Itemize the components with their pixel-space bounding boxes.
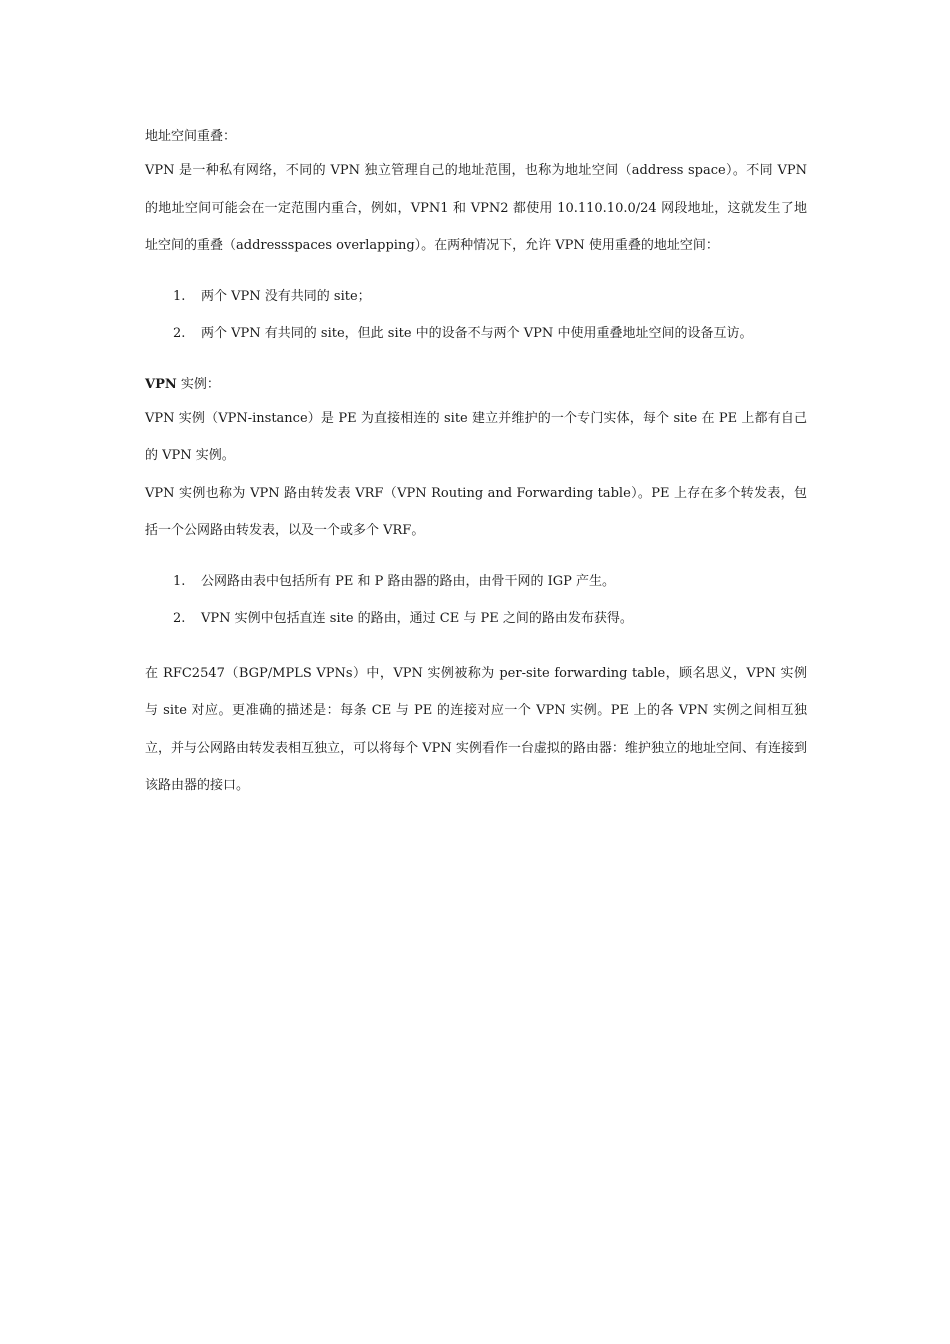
list-number: 2. xyxy=(173,326,186,341)
heading-bold-text: VPN xyxy=(145,376,177,392)
paragraph-vpn-instance: VPN 实例（VPN-instance）是 PE 为直接相连的 site 建立并维护的一个专门实体，每个 site 在 PE 上都有自己的 VPN 实例。 xyxy=(145,410,807,463)
section-heading-address-overlap xyxy=(145,122,807,152)
list-item xyxy=(145,600,807,638)
list-item xyxy=(145,278,807,316)
section-heading-vpn-instance xyxy=(145,370,807,400)
list-item xyxy=(145,315,807,353)
heading-text: 地址空间重叠： xyxy=(145,129,237,144)
list-item xyxy=(145,563,807,601)
heading-text: 实例： xyxy=(176,376,220,392)
paragraph-rfc2547: 在 RFC2547（BGP/MPLS VPNs）中，VPN 实例被称为 per-site forwarding table，顾名思义，VPN 实例与 site 对应。更准确的描述是：每条 CE 与 PE 的连接对应一个 VPN 实例。PE 上的各 VPN 实例之间相互独立，并与公网路由转发表相互独立，可以将每个 VPN 实例看作一台虚拟的路由器：维护独立的地址空间、有连接到该路由器的接口。 xyxy=(145,665,807,793)
list-number: 2. xyxy=(173,611,186,626)
list-number: 1. xyxy=(173,573,186,589)
paragraph-vrf: VPN 实例也称为 VPN 路由转发表 VRF（VPN Routing and Forwarding table）。PE 上存在多个转发表，包括一个公网路由转发表，以及一个或多个 VRF。 xyxy=(145,485,807,538)
list-text: 两个 VPN 有共同的 site，但此 site 中的设备不与两个 VPN 中使用重叠地址空间的设备互访。 xyxy=(201,326,753,341)
paragraph-address-overlap: VPN 是一种私有网络，不同的 VPN 独立管理自己的地址范围，也称为地址空间（address space）。不同 VPN 的地址空间可能会在一定范围内重合，例如，VPN1 和 VPN2 都使用 10.110.10.0/24 网段地址，这就发生了地址空间的重叠（addressspaces overlapping）。在两种情况下，允许 VPN 使用重叠的地址空间： xyxy=(145,163,807,253)
list-text: 两个 VPN 没有共同的 site； xyxy=(201,288,371,304)
list-routing-tables xyxy=(145,563,807,638)
list-number: 1. xyxy=(173,288,186,304)
document-body xyxy=(145,122,807,805)
list-text: 公网路由表中包括所有 PE 和 P 路由器的路由，由骨干网的 IGP 产生。 xyxy=(201,573,616,589)
list-text: VPN 实例中包括直连 site 的路由，通过 CE 与 PE 之间的路由发布获得。 xyxy=(201,611,633,626)
list-overlap-conditions xyxy=(145,278,807,353)
